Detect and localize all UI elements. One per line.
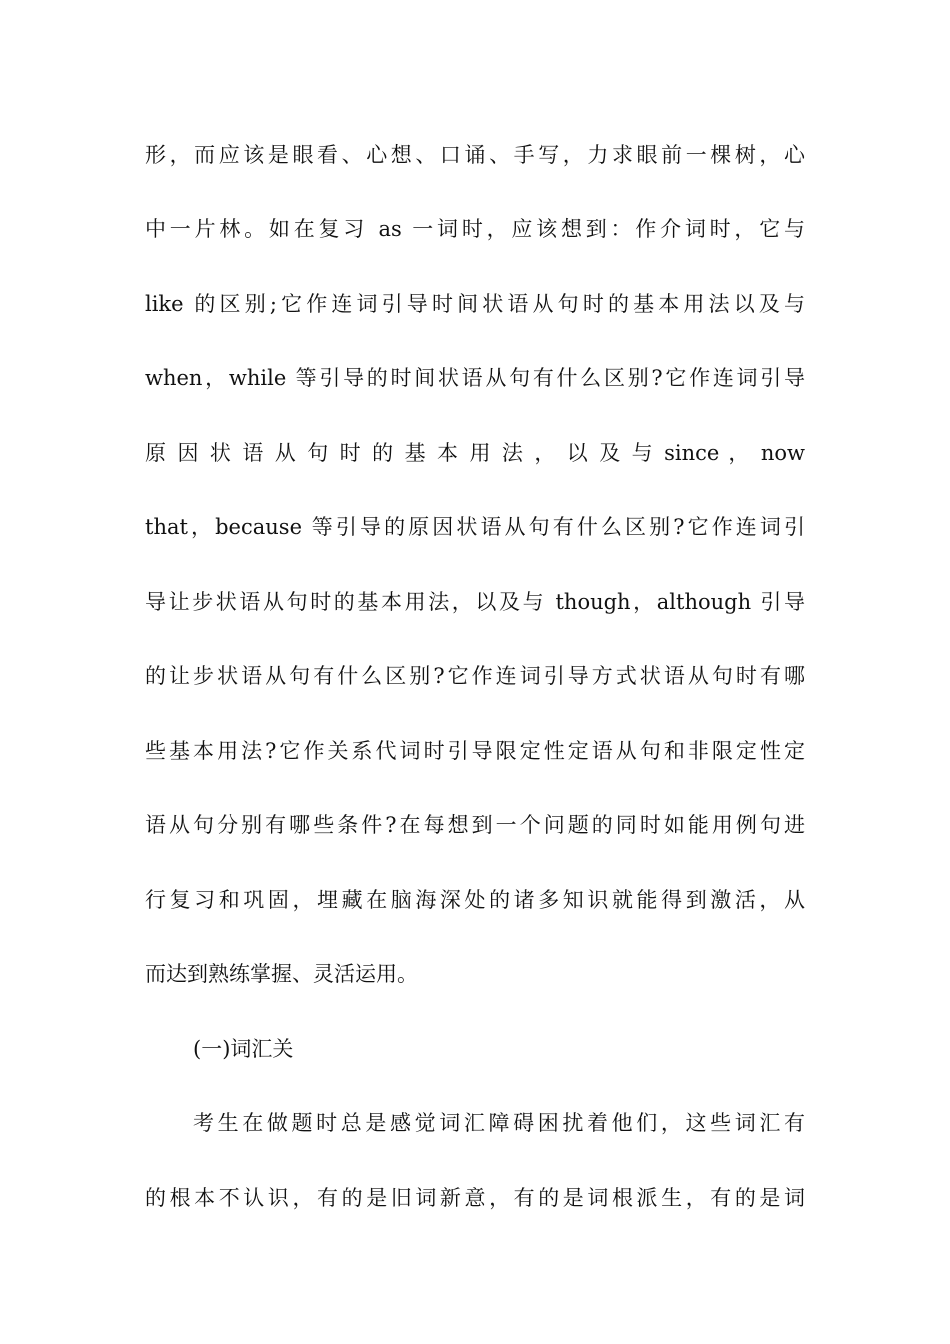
paragraph-line: that，because 等引导的原因状语从句有什么区别?它作连词引	[145, 515, 805, 539]
paragraph-line: 些基本用法?它作关系代词时引导限定性定语从句和非限定性定	[145, 739, 805, 763]
paragraph-line: 原 因 状 语 从 句 时 的 基 本 用 法 ， 以 及 与 since ， now	[145, 441, 805, 465]
paragraph-line: when，while 等引导的时间状语从句有什么区别?它作连词引导	[145, 366, 805, 390]
section-heading: (一)词汇关	[193, 1037, 294, 1061]
paragraph-line: 考生在做题时总是感觉词汇障碍困扰着他们，这些词汇有	[193, 1111, 805, 1135]
paragraph-line: 而达到熟练掌握、灵活运用。	[145, 962, 418, 986]
paragraph-line: like 的区别;它作连词引导时间状语从句时的基本用法以及与	[145, 292, 805, 316]
paragraph-line: 形，而应该是眼看、心想、口诵、手写，力求眼前一棵树，心	[145, 143, 805, 167]
paragraph-line: 的根本不认识，有的是旧词新意，有的是词根派生，有的是词	[145, 1186, 805, 1210]
paragraph-line: 中一片林。如在复习 as 一词时，应该想到：作介词时，它与	[145, 217, 805, 241]
paragraph-line: 导让步状语从句时的基本用法，以及与 though，although 引导	[145, 590, 805, 614]
paragraph-line: 的让步状语从句有什么区别?它作连词引导方式状语从句时有哪	[145, 664, 805, 688]
paragraph-line: 语从句分别有哪些条件?在每想到一个问题的同时如能用例句进	[145, 813, 805, 837]
paragraph-line: 行复习和巩固，埋藏在脑海深处的诸多知识就能得到激活，从	[145, 888, 805, 912]
